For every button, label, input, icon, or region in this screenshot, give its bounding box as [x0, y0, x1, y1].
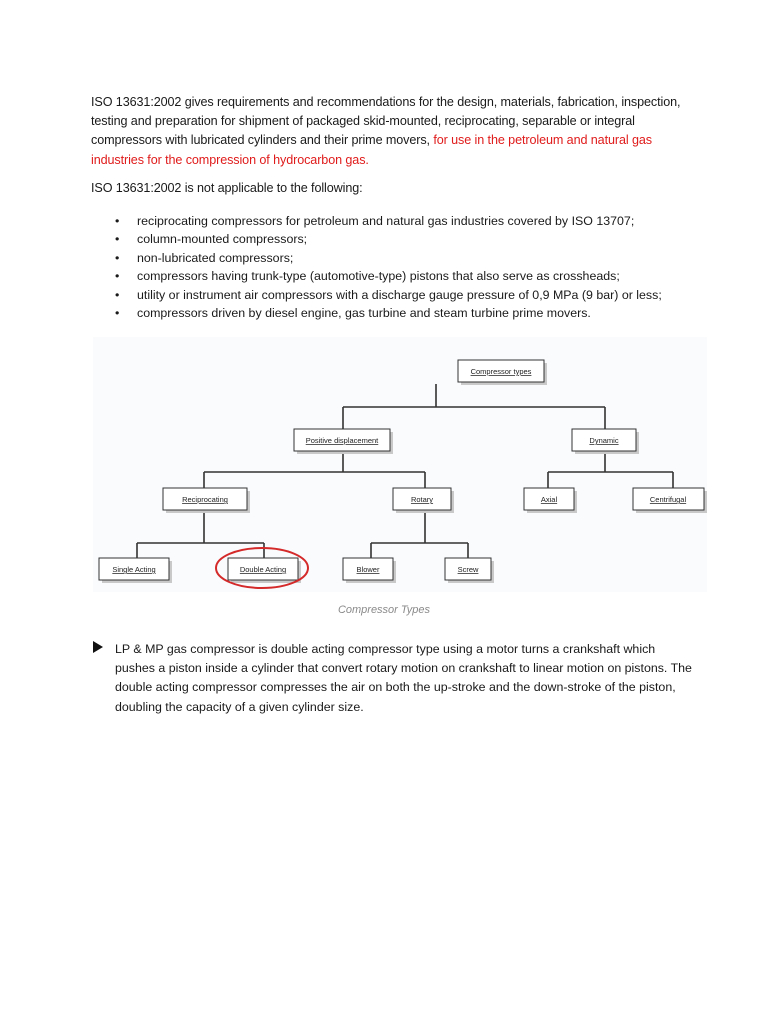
node-label: Screw	[457, 565, 479, 574]
description-text: LP & MP gas compressor is double acting compressor type using a motor turns a crankshaft which pushes a piston inside a cylinder that convert rotary motion on crankshaft to linear motion on pistons. The double acting compressor compresses the air on both the up-stroke and the down-stroke of the piston, doubling the capacity of a given cylinder size.	[115, 642, 692, 714]
node-label: Double Acting	[239, 565, 287, 574]
connector-dynamic	[548, 452, 673, 488]
node-positive-displacement	[294, 429, 393, 454]
not-applicable-heading: ISO 13631:2002 is not applicable to the following:	[91, 181, 363, 195]
diagram-caption: Compressor Types	[337, 604, 431, 616]
bullet-icon: •	[115, 287, 120, 302]
list-item	[113, 267, 713, 285]
connector-root	[343, 384, 605, 429]
bullet-icon: •	[115, 214, 120, 228]
bullet-icon: •	[115, 232, 120, 247]
node-dynamic	[572, 429, 639, 454]
list-item-text: column-mounted compressors;	[137, 232, 308, 247]
connector-rotary	[371, 511, 468, 558]
description-paragraph	[115, 640, 695, 717]
node-centrifugal	[633, 488, 707, 513]
bullet-icon: •	[115, 306, 120, 321]
node-label: Reciprocating	[182, 495, 228, 504]
list-item	[113, 286, 713, 304]
list-item	[113, 230, 713, 248]
arrow-bullet-icon	[93, 641, 103, 653]
not-applicable-list	[113, 212, 713, 322]
node-compressor-types	[458, 360, 547, 385]
list-item	[113, 212, 713, 230]
list-item-text: compressors having trunk-type (automotive-type) pistons that also serve as crossheads;	[137, 269, 620, 284]
node-blower	[343, 558, 396, 583]
list-item-text: non-lubricated compressors;	[137, 250, 294, 265]
list-item	[113, 304, 713, 322]
intro-highlight-text: for use in the petroleum and natural gas industries for the compression of hydrocarbon gas.	[91, 133, 652, 167]
list-item-text: reciprocating compressors for petroleum and natural gas industries covered by ISO 13707;	[137, 214, 635, 228]
node-label: Axial	[540, 495, 558, 504]
node-single-acting	[99, 558, 172, 583]
connector-positive	[204, 452, 425, 488]
node-axial	[524, 488, 577, 513]
node-double-acting	[228, 558, 301, 583]
connector-reciprocating	[137, 511, 264, 558]
node-label: Dynamic	[589, 436, 619, 445]
intro-text: ISO 13631:2002 gives requirements and recommendations for the design, materials, fabrication, inspection, testing and preparation for shipment of packaged skid-mounted, reciprocating, separable or integral compressors with lubricated cylinders and their prime movers,	[91, 95, 681, 148]
list-item-text: utility or instrument air compressors with a discharge gauge pressure of 0,9 MPa (9 bar) or less;	[137, 287, 662, 302]
list-item-text: compressors driven by diesel engine, gas turbine and steam turbine prime movers.	[137, 306, 591, 321]
intro-paragraph	[91, 93, 691, 170]
node-label: Rotary	[410, 495, 434, 504]
node-reciprocating	[163, 488, 250, 513]
list-item	[113, 249, 713, 267]
compressor-types-diagram	[93, 337, 707, 592]
node-label: Positive displacement	[305, 436, 379, 445]
node-label: Compressor types	[470, 367, 532, 376]
node-rotary	[393, 488, 454, 513]
node-label: Single Acting	[112, 565, 156, 574]
node-label: Blower	[356, 565, 380, 574]
node-screw	[445, 558, 494, 583]
bullet-icon: •	[115, 250, 120, 265]
bullet-icon: •	[115, 269, 120, 284]
diagram-svg	[93, 337, 707, 592]
node-label: Centrifugal	[649, 495, 687, 504]
